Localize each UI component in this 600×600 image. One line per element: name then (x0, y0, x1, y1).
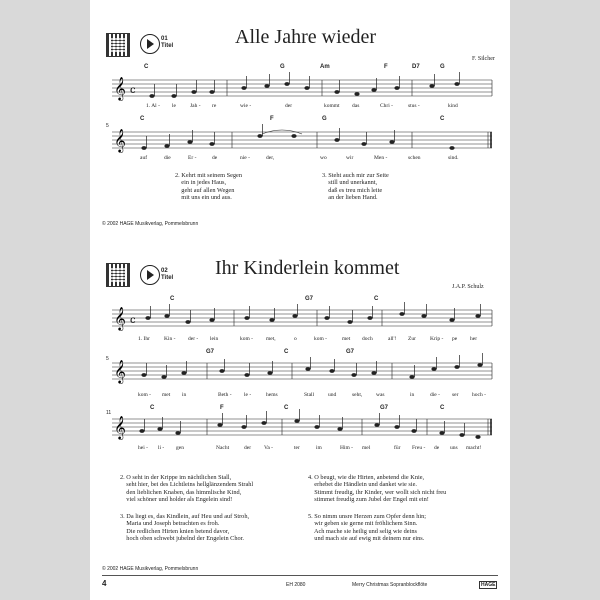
svg-text:𝄞: 𝄞 (114, 306, 126, 330)
lyric-syllable: uns (450, 445, 458, 451)
composer: F. Silcher (472, 56, 495, 62)
lyric-syllable: gen (176, 445, 184, 451)
copyright-note: © 2002 HAGE Musikverlag, Pommelsbrunn (102, 566, 199, 572)
lyric-syllable: Zur (408, 336, 416, 342)
lyric-syllable: das (352, 103, 360, 109)
verse-text: 3. Steht auch mir zur Seite still und unerkannt, daß es treu mich leite an der lieben Hand. (322, 172, 389, 202)
lyric-syllable: doch (362, 336, 373, 342)
music-staff (112, 72, 492, 106)
svg-text:𝄞: 𝄞 (114, 76, 126, 100)
lyric-syllable: sind. (448, 155, 459, 161)
chord-label: D7 (412, 64, 420, 70)
lyric-syllable: le (172, 103, 176, 109)
lyric-syllable: und (328, 392, 337, 398)
lyric-syllable: wie - (240, 103, 252, 109)
lyric-syllable: wir (346, 155, 354, 161)
lyric-syllable: in (410, 392, 415, 398)
chord-label: G7 (305, 296, 314, 302)
chord-label: Am (320, 64, 330, 70)
lyric-syllable: macht! (466, 445, 482, 451)
chord-label: C (284, 405, 289, 411)
svg-text:c: c (130, 315, 136, 326)
chord-label: F (220, 405, 224, 411)
lyric-syllable: was (376, 392, 385, 398)
lyric-syllable: Stall (304, 392, 315, 398)
track-number: 02 (161, 268, 168, 274)
chord-label: G (280, 64, 285, 70)
chord-label: C (440, 405, 445, 411)
lyric-syllable: der (285, 103, 293, 109)
measure-number: 5 (106, 123, 109, 129)
svg-text:𝄞: 𝄞 (114, 128, 126, 152)
song-title: Ihr Kinderlein kommet (215, 257, 400, 279)
chord-label: C (140, 116, 145, 122)
lyric-syllable: schen (408, 155, 421, 161)
lyric-syllable: le - (244, 392, 252, 398)
chord-label: C (150, 405, 155, 411)
measure-number: 11 (106, 410, 112, 416)
lyric-syllable: in (182, 392, 187, 398)
music-staff (112, 124, 492, 158)
lyric-syllable: de (434, 445, 440, 451)
track-number: 01 (161, 36, 168, 42)
lyric-syllable: Kin - (164, 336, 176, 342)
lyric-syllable: lein (210, 336, 219, 342)
lyric-syllable: kom - (138, 392, 151, 398)
lyric-syllable: Va - (264, 445, 274, 451)
verse-text: 2. O seht in der Krippe im nächtlichen Stall, seht hier, bei des Lichtleins hellglänzendem Strahl den lieblichen Knaben, das himmlische Kind, viel schöner und holder als Engelein sind! (120, 474, 254, 504)
svg-text:c: c (130, 85, 136, 96)
svg-text:𝄞: 𝄞 (114, 415, 126, 439)
chord-label: C (440, 116, 445, 122)
lyric-syllable: Beth - (218, 392, 232, 398)
chord-label: G7 (380, 405, 389, 411)
lyric-syllable: Er - (188, 155, 197, 161)
lyric-syllable: met, (266, 336, 276, 342)
lyric-syllable: de (212, 155, 218, 161)
lyric-syllable: kind (448, 103, 458, 109)
lyric-syllable: Men - (374, 155, 388, 161)
lyric-syllable: kom - (314, 336, 327, 342)
verse-text: 3. Da liegt es, das Kindlein, auf Heu und auf Stroh, Maria und Joseph betrachten es froh. Die redlichen Hirten knien betend davor, hoch oben schwebt jubelnd der Engelein Chor. (120, 513, 250, 543)
lyric-syllable: met (342, 336, 351, 342)
lyric-syllable: pe (452, 336, 458, 342)
edition-number: EH 2080 (286, 582, 306, 588)
lyric-syllable: der (244, 445, 252, 451)
lyric-syllable: o (294, 336, 297, 342)
track-badge (161, 268, 173, 282)
lyric-syllable: mel (362, 445, 371, 451)
lyric-syllable: Krip - (430, 336, 444, 342)
lyric-syllable: hei - (138, 445, 148, 451)
lyric-syllable: der - (188, 336, 199, 342)
lyric-syllable: wo (320, 155, 327, 161)
qr-code-icon (106, 263, 130, 287)
track-label: Titel (161, 275, 174, 281)
verse-text: 5. So nimm unsre Herzen zum Opfer denn hin; wir geben sie gerne mit fröhlichem Sinn. Ach mache sie heilig und selig wie deins und mach sie auf ewig mit deinem nur eins. (308, 513, 427, 543)
qr-code-icon (106, 33, 130, 57)
composer: J.A.P. Schulz (452, 284, 484, 290)
track-label: Titel (161, 43, 174, 49)
play-icon[interactable] (140, 34, 160, 54)
lyric-syllable: li - (158, 445, 165, 451)
chord-label: G7 (346, 349, 355, 355)
book-title: Merry Christmas Sopranblockflöte (352, 582, 428, 588)
lyric-syllable: der, (266, 155, 275, 161)
lyric-syllable: Freu - (412, 445, 426, 451)
chord-label: G7 (206, 349, 215, 355)
publisher-logo: HAGE (481, 582, 496, 588)
lyric-syllable: ter (294, 445, 300, 451)
lyric-syllable: auf (140, 155, 148, 161)
play-icon[interactable] (140, 265, 160, 285)
verse-text: 4. O beugt, wie die Hirten, anbetend die Knie, erhebet die Händlein und danket wie sie. Stimmt freudig, ihr Kinder, wer wollt sich nicht freu stimmet freudig zum Jubel der Engel mit ein! (308, 474, 447, 504)
lyric-syllable: ser (452, 392, 459, 398)
music-staff (112, 411, 492, 445)
lyric-syllable: her (470, 336, 478, 342)
chord-label: F (270, 116, 274, 122)
chord-label: G (322, 116, 327, 122)
page-number: 4 (102, 579, 107, 588)
sheet-music-page (90, 0, 510, 600)
chord-label: C (284, 349, 289, 355)
measure-number: 5 (106, 356, 109, 362)
lyric-syllable: nie - (240, 155, 250, 161)
lyric-syllable: re (212, 103, 217, 109)
lyric-syllable: für (394, 445, 401, 451)
lyric-syllable: met (162, 392, 171, 398)
chord-label: F (384, 64, 388, 70)
lyric-syllable: stus - (408, 103, 420, 109)
track-badge (161, 36, 173, 50)
lyric-syllable: 1. Ihr (138, 336, 150, 342)
lyric-syllable: kommt (324, 103, 340, 109)
lyric-syllable: Jah - (190, 103, 201, 109)
lyric-syllable: hems (266, 392, 278, 398)
lyric-syllable: die - (430, 392, 440, 398)
lyric-syllable: seht, (352, 392, 363, 398)
lyric-syllable: 1. Al - (146, 103, 160, 109)
chord-label: C (374, 296, 379, 302)
copyright-note: © 2002 HAGE Musikverlag, Pommelsbrunn (102, 221, 199, 227)
chord-label: C (170, 296, 175, 302)
music-staff (112, 355, 492, 389)
lyric-syllable: Nacht (216, 445, 230, 451)
lyric-syllable: kom - (240, 336, 253, 342)
lyric-syllable: hoch - (472, 392, 486, 398)
verse-text: 2. Kehrt mit seinem Segen ein in jedes Haus, geht auf allen Wegen mit uns ein und aus. (175, 172, 242, 202)
music-staff (112, 302, 492, 336)
lyric-syllable: Him - (340, 445, 353, 451)
lyric-syllable: die (164, 155, 171, 161)
chord-label: G (440, 64, 445, 70)
svg-text:𝄞: 𝄞 (114, 359, 126, 383)
footer-divider (102, 575, 498, 576)
lyric-syllable: im (316, 445, 322, 451)
chord-label: C (144, 64, 149, 70)
lyric-syllable: Chri - (380, 103, 393, 109)
song-title: Alle Jahre wieder (235, 26, 377, 48)
lyric-syllable: all'! (388, 336, 397, 342)
